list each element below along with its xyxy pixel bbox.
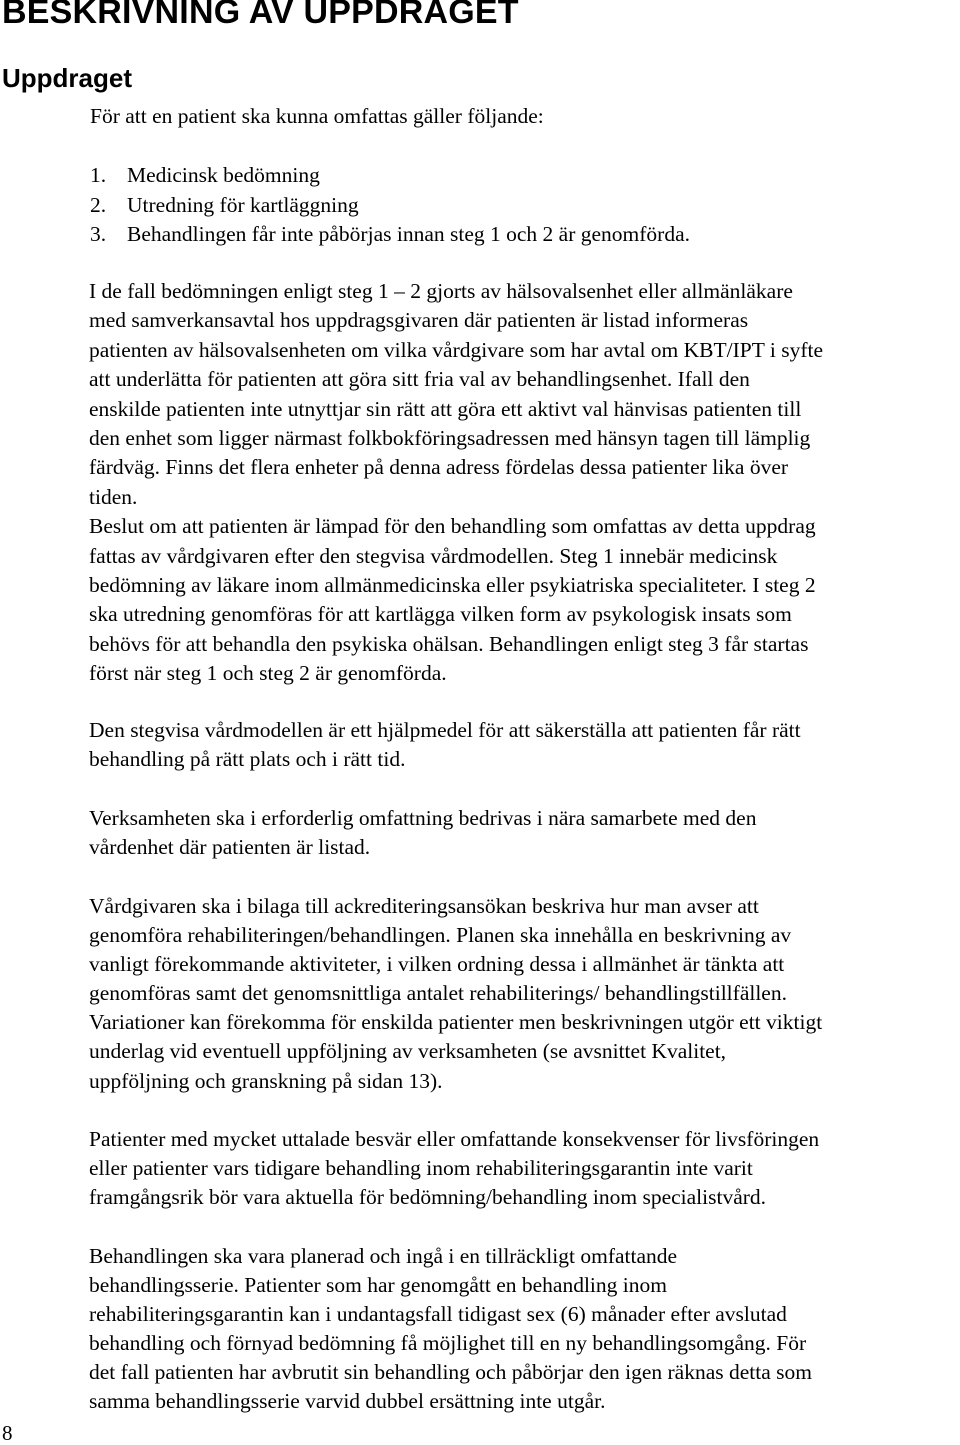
page-heading: BESKRIVNING AV UPPDRAGET (2, 0, 519, 31)
list-item: 2. Utredning för kartläggning (90, 192, 359, 217)
paragraph-rehab-plan: Vårdgivaren ska i bilaga till ackrediteringsansökan beskriva hur man avser att genomföra rehabiliteringen/behandlingen. Planen ska innehålla en beskrivning av vanligt förekommande aktiviteter, i vilken ordning dessa i allmänhet är tänkta att genomföras samt det genomsnittliga antalet rehabiliterings/ behandlingstillfällen. Variationer kan förekomma för enskilda patienter men beskrivningen utgör ett viktigt underlag vid eventuell uppföljning av verksamheten (se avsnittet Kvalitet, uppföljning och granskning på sidan 13). (89, 894, 823, 1093)
list-item: 1. Medicinsk bedömning (90, 163, 320, 187)
intro-text: För att en patient ska kunna omfattas gäller följande: (90, 104, 544, 128)
paragraph-cooperation: Verksamheten ska i erforderlig omfattning bedrivas i nära samarbete med den vårdenhet där patienten är listad. (89, 806, 757, 860)
section-heading: Uppdraget (2, 63, 132, 93)
list-item: 3. Behandlingen får inte påbörjas innan steg 1 och 2 är genomförda. (90, 222, 690, 246)
paragraph-specialist-care: Patienter med mycket uttalade besvär eller omfattande konsekvenser för livsföringen eller patienter vars tidigare behandling inom rehabiliteringsgarantin inte varit framgångsrik bör vara aktuella för bedömning/behandling inom specialistvård. (89, 1127, 820, 1210)
paragraph-care-model: Den stegvisa vårdmodellen är ett hjälpmedel för att säkerställa att patienten får rätt behandling på rätt plats och i rätt tid. (89, 718, 801, 772)
steps-list (90, 161, 690, 250)
page-number: 8 (2, 1421, 13, 1445)
paragraph-treatment-series: Behandlingen ska vara planerad och ingå i en tillräckligt omfattande behandlingsserie. Patienter som har genomgått en behandling inom rehabiliteringsgarantin kan i undantagsfall tidigast sex (6) månader efter avslutad behandling och förnyad bedömning få möjlighet till en ny behandlingsomgång. För det fall patienten har avbrutit sin behandling och påbörjar den igen räknas detta som samma behandlingsserie varvid dubbel ersättning inte utgår. (89, 1244, 813, 1414)
paragraph-listing-info: I de fall bedömningen enligt steg 1 – 2 gjorts av hälsovalsenhet eller allmänläkare med samverkansavtal hos uppdragsgivaren där patienten är listad informeras patienten av hälsovalsenheten om vilka vårdgivare som har avtal om KBT/IPT i syfte att underlätta för patienten att göra sitt fria val av behandlingsenhet. Ifall den enskilde patienten inte utnyttjar sin rätt att göra ett aktivt val hänvisas patienten till den enhet som ligger närmast folkbokföringsadressen med hänsyn tagen till lämplig färdväg. Finns det flera enheter på denna adress fördelas dessa patienter lika över tiden. Beslut om att patienten är lämpad för den behandling som omfattas av detta uppdrag fattas av vårdgivaren efter den stegvisa vårdmodellen. Steg 1 innebär medicinsk bedömning av läkare inom allmänmedicinska eller psykiatriska specialiteter. I steg 2 ska utredning genomföras för att kartlägga vilken form av psykologisk insats som behövs för att behandla den psykiska ohälsan. Behandlingen enligt steg 3 får startas först när steg 1 och steg 2 är genomförda. (89, 279, 823, 686)
